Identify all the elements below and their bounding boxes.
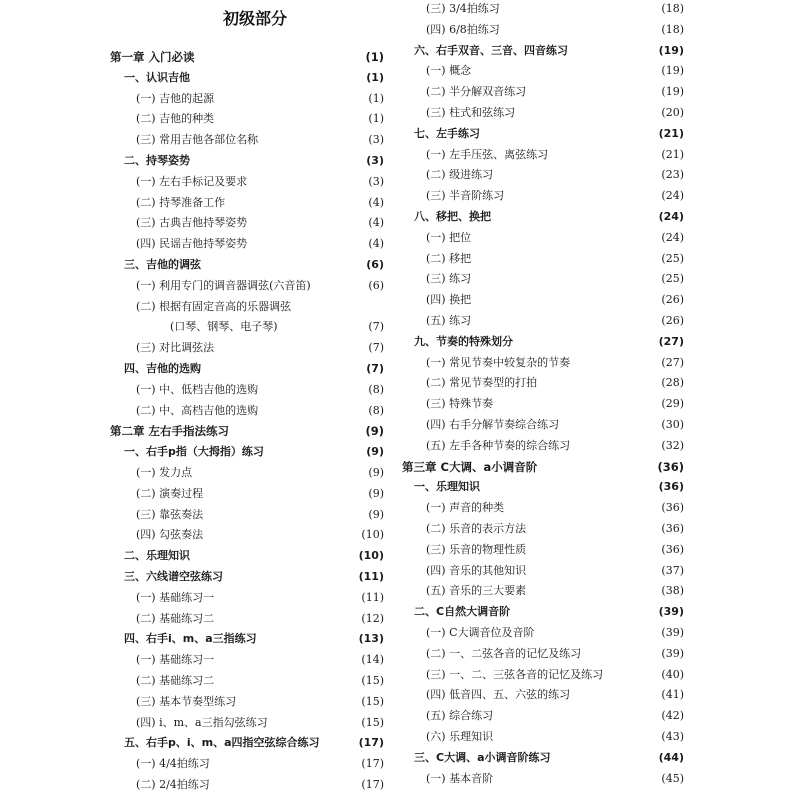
- toc-page-number: (13): [358, 632, 384, 646]
- toc-page-number: (17): [361, 778, 384, 791]
- dot-leader: [572, 686, 659, 704]
- toc-entry-title: (二) 常见节奏型的打拍: [426, 376, 538, 390]
- toc-item-row: [400, 62, 684, 80]
- toc-entry-title: (三) 特殊节奏: [426, 397, 494, 411]
- toc-item-row: [400, 0, 684, 18]
- dot-leader: [482, 125, 657, 143]
- toc-item-row: [400, 374, 684, 392]
- toc-entry-title: 四、右手i、m、a三指练习: [124, 632, 257, 646]
- toc-page-number: (9): [365, 424, 384, 439]
- toc-entry-title: (五) 综合练习: [426, 709, 494, 723]
- toc-entry-title: (一) 基本音阶: [426, 771, 494, 785]
- toc-page-number: (11): [358, 570, 384, 583]
- toc-item-row: [110, 131, 384, 149]
- toc-entry-title: 六、右手双音、三音、四音练习: [414, 43, 568, 57]
- toc-page-number: (4): [368, 237, 384, 251]
- dot-leader: [280, 318, 367, 336]
- toc-entry-title: (二) 乐音的表示方法: [426, 522, 527, 535]
- toc-page-number: (39): [661, 626, 684, 639]
- dot-leader: [473, 250, 659, 268]
- dot-leader: [473, 62, 659, 80]
- dot-leader: [506, 187, 659, 205]
- dot-leader: [216, 110, 366, 128]
- toc-chapter-row: [110, 48, 384, 66]
- toc-entry-title: (三) 一、二、三弦各音的记忆及练习: [426, 667, 604, 681]
- dot-leader: [473, 312, 659, 330]
- toc-entry-title: (三) 靠弦奏法: [136, 507, 204, 521]
- toc-entry-title: (三) 古典吉他持琴姿势: [136, 216, 248, 230]
- toc-entry-title: 三、C大调、a小调音阶练习: [414, 750, 551, 764]
- toc-entry-title: 九、节奏的特殊划分: [414, 334, 513, 348]
- toc-entry-title: 三、吉他的调弦: [124, 258, 201, 271]
- toc-item-row: [400, 270, 684, 288]
- toc-item-row: [110, 610, 384, 628]
- dot-leader: [260, 402, 366, 420]
- dot-leader: [473, 270, 659, 288]
- toc-page-number: (4): [368, 195, 384, 209]
- toc-entry-title: (一) 利用专门的调音器调弦(六音笛): [136, 278, 311, 292]
- toc-item-row: [110, 526, 384, 544]
- dot-leader: [260, 131, 366, 149]
- toc-entry-title: (一) 常见节奏中较复杂的节奏: [426, 355, 571, 369]
- toc-item-row: [400, 645, 684, 663]
- dot-leader: [528, 520, 659, 538]
- dot-leader: [313, 277, 367, 295]
- toc-page-number: (27): [661, 355, 684, 369]
- toc-section-row: [110, 630, 384, 648]
- toc-entry-title: (一) 声音的种类: [426, 501, 505, 515]
- dot-leader: [506, 499, 659, 517]
- dot-leader: [495, 770, 659, 788]
- page-title: 初级部分: [222, 9, 287, 28]
- toc-page-number: (20): [661, 106, 684, 119]
- toc-item-row: [110, 381, 384, 399]
- dot-leader: [266, 443, 364, 461]
- toc-entry-title: (三) 基本节奏型练习: [136, 694, 237, 708]
- toc-item-row: [400, 582, 684, 600]
- toc-item-row: [110, 90, 384, 108]
- toc-entry-title: (二) 基础练习二: [136, 674, 215, 687]
- toc-section-row: [110, 734, 384, 752]
- toc-entry-title: 二、持琴姿势: [124, 154, 190, 167]
- toc-section-row: [400, 478, 684, 496]
- toc-entry-title: (五) 音乐的三大要素: [426, 584, 527, 598]
- toc-section-row: [110, 360, 384, 378]
- toc-entry-title: (四) i、m、a三指勾弦练习: [136, 715, 268, 729]
- toc-entry-title: (二) 半分解双音练习: [426, 85, 527, 99]
- dot-leader: [537, 624, 660, 642]
- toc-section-row: [110, 443, 384, 461]
- toc-page-number: (15): [361, 715, 384, 729]
- toc-page-number: (8): [368, 382, 384, 396]
- toc-page-number: (9): [368, 486, 384, 500]
- dot-leader: [512, 603, 657, 621]
- toc-page-number: (32): [661, 438, 684, 452]
- toc-page-number: (9): [368, 466, 384, 479]
- dot-leader: [570, 42, 657, 60]
- toc-entry-title: (四) 换把: [426, 293, 472, 307]
- toc-item-row: [400, 437, 684, 455]
- dot-leader: [539, 458, 655, 476]
- toc-page-number: (28): [661, 376, 684, 390]
- dot-leader: [572, 354, 659, 372]
- toc-entry-title: (二) 级进练习: [426, 168, 494, 182]
- dot-leader: [212, 755, 360, 773]
- dot-leader: [212, 776, 360, 794]
- toc-item-row: [400, 291, 684, 309]
- dot-leader: [249, 173, 366, 191]
- dot-leader: [205, 485, 366, 503]
- toc-page-number: (1): [368, 112, 384, 126]
- toc-item-row: [110, 298, 384, 316]
- toc-item-row: [400, 83, 684, 101]
- toc-item-row: [400, 541, 684, 559]
- toc-item-row: [110, 506, 384, 524]
- dot-leader: [197, 48, 364, 66]
- toc-item-row: [400, 770, 684, 788]
- dot-leader: [249, 214, 366, 232]
- toc-item-row: [110, 110, 384, 128]
- toc-entry-title: 第二章 左右手指法练习: [110, 424, 230, 439]
- dot-leader: [231, 422, 363, 440]
- toc-entry-title: 一、认识吉他: [124, 70, 190, 84]
- toc-section-row: [110, 547, 384, 565]
- toc-page-number: (1): [368, 91, 384, 105]
- toc-entry-title: (一) 基础练习一: [136, 653, 215, 667]
- toc-entry-title: (六) 乐理知识: [426, 730, 494, 743]
- dot-leader: [194, 464, 366, 482]
- dot-leader: [550, 146, 659, 164]
- toc-section-row: [110, 152, 384, 170]
- toc-entry-title: (四) 低音四、五、六弦的练习: [426, 688, 571, 702]
- toc-entry-title: (三) 乐音的物理性质: [426, 542, 527, 556]
- toc-page-number: (6): [368, 278, 384, 292]
- toc-cont-row: [110, 318, 384, 336]
- toc-section-row: [110, 256, 384, 274]
- toc-page-number: (37): [661, 563, 684, 577]
- toc-item-row: [400, 499, 684, 517]
- toc-page-number: (7): [366, 362, 384, 375]
- toc-page-number: (43): [661, 730, 684, 743]
- toc-section-row: [110, 568, 384, 586]
- dot-leader: [205, 526, 359, 544]
- toc-entry-title: (四) 勾弦奏法: [136, 528, 204, 542]
- dot-leader: [495, 166, 659, 184]
- toc-page-number: (26): [661, 314, 684, 327]
- toc-page-number: (9): [366, 445, 384, 459]
- toc-entry-title: (三) 练习: [426, 272, 472, 286]
- dot-leader: [238, 693, 359, 711]
- toc-entry-title: (二) 移把: [426, 251, 472, 265]
- toc-page-number: (21): [658, 126, 684, 140]
- toc-item-row: [110, 589, 384, 607]
- toc-page-number: (7): [368, 341, 384, 355]
- toc-page-number: (24): [658, 210, 684, 223]
- toc-page-number: (18): [661, 22, 684, 36]
- toc-item-row: [400, 416, 684, 434]
- toc-page-number: (42): [661, 709, 684, 723]
- dot-leader: [260, 381, 366, 399]
- toc-page-number: (6): [366, 258, 384, 271]
- dot-leader: [473, 229, 659, 247]
- toc-entry-title: (口琴、钢琴、电子琴): [170, 320, 278, 334]
- toc-page-number: (23): [661, 168, 684, 182]
- toc-page-number: (30): [661, 418, 684, 431]
- dot-leader: [528, 541, 659, 559]
- dot-leader: [528, 83, 659, 101]
- toc-page-number: (11): [361, 590, 384, 604]
- toc-item-row: [110, 693, 384, 711]
- dot-leader: [495, 707, 659, 725]
- toc-item-row: [400, 166, 684, 184]
- dot-leader: [493, 208, 657, 226]
- toc-entry-title: 四、吉他的选购: [124, 362, 201, 375]
- toc-item-row: [400, 686, 684, 704]
- dot-leader: [482, 478, 657, 496]
- toc-page-number: (3): [368, 133, 384, 147]
- toc-page-number: (10): [361, 528, 384, 542]
- toc-page-number: (39): [661, 646, 684, 660]
- toc-page-number: (39): [658, 605, 684, 619]
- dot-leader: [225, 568, 357, 586]
- dot-leader: [216, 339, 366, 357]
- toc-item-row: [110, 776, 384, 794]
- dot-leader: [203, 360, 364, 378]
- dot-leader: [517, 104, 659, 122]
- toc-page-number: (36): [661, 522, 684, 535]
- toc-page-number: (40): [661, 667, 684, 681]
- toc-item-row: [110, 485, 384, 503]
- toc-item-row: [400, 562, 684, 580]
- toc-page-number: (26): [661, 293, 684, 307]
- toc-entry-title: (三) 半音阶练习: [426, 189, 505, 203]
- toc-entry-title: (一) 发力点: [136, 466, 193, 479]
- toc-page-number: (15): [361, 694, 384, 708]
- dot-leader: [216, 672, 359, 690]
- toc-entry-title: 二、C自然大调音阶: [414, 605, 511, 619]
- toc-item-row: [110, 194, 384, 212]
- dot-leader: [515, 333, 657, 351]
- toc-item-row: [110, 755, 384, 773]
- toc-entry-title: (二) 演奏过程: [136, 486, 204, 500]
- toc-entry-title: (四) 音乐的其他知识: [426, 563, 527, 577]
- toc-page-number: (44): [658, 750, 684, 764]
- toc-page-number: (36): [661, 542, 684, 556]
- toc-page-number: (27): [658, 334, 684, 348]
- dot-leader: [270, 714, 360, 732]
- toc-section-row: [400, 333, 684, 351]
- toc-entry-title: (二) 持琴准备工作: [136, 195, 226, 209]
- dot-leader: [249, 235, 366, 253]
- toc-item-row: [110, 173, 384, 191]
- toc-entry-title: 第三章 C大调、a小调音阶: [402, 459, 538, 474]
- toc-page-number: (14): [361, 653, 384, 667]
- dot-leader: [205, 506, 366, 524]
- toc-item-row: [400, 728, 684, 746]
- toc-entry-title: (三) 常用吉他各部位名称: [136, 133, 259, 147]
- toc-entry-title: 第一章 入门必读: [110, 50, 195, 64]
- toc-item-row: [110, 402, 384, 420]
- toc-item-row: [400, 187, 684, 205]
- toc-page-number: (19): [658, 43, 684, 57]
- toc-section-row: [400, 208, 684, 226]
- dot-leader: [322, 734, 357, 752]
- toc-item-row: [400, 21, 684, 39]
- toc-entry-title: (一) C大调音位及音阶: [426, 626, 535, 639]
- toc-page-number: (45): [661, 771, 684, 785]
- toc-page-number: (36): [658, 480, 684, 494]
- toc-chapter-row: [110, 422, 384, 440]
- dot-leader: [192, 152, 364, 170]
- toc-entry-title: (五) 练习: [426, 314, 472, 327]
- toc-entry-title: (一) 概念: [426, 64, 472, 78]
- toc-entry-title: 一、右手p指（大拇指）练习: [124, 445, 264, 459]
- toc-entry-title: (一) 把位: [426, 230, 472, 244]
- toc-section-row: [400, 125, 684, 143]
- toc-page-number: (9): [368, 507, 384, 521]
- dot-leader: [502, 21, 660, 39]
- toc-page-number: (17): [361, 757, 384, 771]
- toc-entry-title: (一) 基础练习一: [136, 590, 215, 604]
- toc-item-row: [110, 464, 384, 482]
- toc-entry-title: (一) 中、低档吉他的选购: [136, 382, 259, 396]
- toc-page-number: (1): [366, 70, 384, 84]
- dot-leader: [216, 90, 366, 108]
- toc-page-number: (21): [661, 147, 684, 161]
- dot-leader: [495, 728, 659, 746]
- toc-entry-title: (一) 吉他的起源: [136, 91, 215, 105]
- toc-entry-title: (二) 吉他的种类: [136, 112, 215, 126]
- dot-leader: [495, 395, 659, 413]
- toc-entry-title: 八、移把、换把: [414, 210, 491, 223]
- toc-entry-title: (五) 左手各种节奏的综合练习: [426, 438, 571, 452]
- toc-section-row: [400, 603, 684, 621]
- toc-item-row: [110, 714, 384, 732]
- toc-item-row: [400, 624, 684, 642]
- toc-entry-title: (一) 左右手标记及要求: [136, 174, 248, 188]
- toc-page-number: (4): [368, 216, 384, 230]
- toc-item-row: [400, 520, 684, 538]
- toc-page-number: (17): [358, 736, 384, 750]
- toc-page-number: (24): [661, 230, 684, 244]
- dot-leader: [528, 582, 659, 600]
- dot-leader: [528, 562, 659, 580]
- toc-item-row: [400, 250, 684, 268]
- toc-page-number: (10): [358, 549, 384, 563]
- toc-item-row: [400, 707, 684, 725]
- toc-section-row: [110, 69, 384, 87]
- toc-item-row: [400, 104, 684, 122]
- toc-item-row: [110, 235, 384, 253]
- toc-page-number: (8): [368, 403, 384, 417]
- toc-item-row: [110, 651, 384, 669]
- toc-item-row: [110, 214, 384, 232]
- dot-leader: [227, 194, 366, 212]
- dot-leader: [553, 749, 657, 767]
- dot-leader: [216, 651, 359, 669]
- toc-entry-title: (一) 4/4拍练习: [136, 757, 210, 771]
- toc-entry-title: 三、六线谱空弦练习: [124, 570, 223, 583]
- toc-page-number: (19): [661, 85, 684, 99]
- toc-entry-title: (二) 中、高档吉他的选购: [136, 403, 259, 417]
- toc-section-row: [400, 42, 684, 60]
- toc-entry-title: (四) 6/8拍练习: [426, 22, 500, 36]
- toc-entry-title: (四) 民谣吉他持琴姿势: [136, 237, 248, 251]
- toc-entry-title: (四) 右手分解节奏综合练习: [426, 418, 560, 431]
- toc-entry-title: (三) 柱式和弦练习: [426, 106, 516, 119]
- toc-item-row: [110, 277, 384, 295]
- toc-entry-title: 七、左手练习: [414, 126, 480, 140]
- toc-entry-title: (二) 基础练习二: [136, 611, 215, 625]
- dot-leader: [192, 547, 357, 565]
- toc-item-row: [400, 666, 684, 684]
- toc-page-number: (3): [366, 154, 384, 167]
- dot-leader: [259, 630, 357, 648]
- toc-item-row: [400, 229, 684, 247]
- toc-entry-title: (三) 对比调弦法: [136, 341, 215, 355]
- dot-leader: [473, 291, 659, 309]
- toc-page-number: (36): [657, 459, 684, 474]
- toc-item-row: [110, 339, 384, 357]
- toc-entry-title: (二) 一、二弦各音的记忆及练习: [426, 646, 582, 660]
- dot-leader: [192, 69, 364, 87]
- dot-leader: [605, 666, 659, 684]
- toc-page-number: (12): [361, 611, 384, 625]
- dot-leader: [561, 416, 659, 434]
- toc-item-row: [400, 146, 684, 164]
- toc-page-number: (18): [661, 2, 684, 15]
- toc-section-row: [400, 749, 684, 767]
- dot-leader: [502, 0, 660, 18]
- toc-entry-title: (三) 3/4拍练习: [426, 2, 500, 15]
- toc-chapter-row: [400, 458, 684, 476]
- dot-leader: [216, 589, 359, 607]
- toc-page-number: (7): [368, 320, 384, 334]
- toc-page-number: (19): [661, 64, 684, 78]
- toc-page-number: (1): [365, 50, 384, 64]
- toc-item-row: [110, 672, 384, 690]
- toc-entry-title: 二、乐理知识: [124, 549, 190, 563]
- dot-leader: [572, 437, 659, 455]
- dot-leader: [216, 610, 359, 628]
- dot-leader: [539, 374, 659, 392]
- toc-item-row: [400, 312, 684, 330]
- toc-page-number: (3): [368, 174, 384, 188]
- toc-page-number: (24): [661, 189, 684, 203]
- toc-entry-title: (一) 左手压弦、离弦练习: [426, 147, 549, 161]
- toc-entry-title: (二) 2/4拍练习: [136, 778, 210, 791]
- dot-leader: [583, 645, 659, 663]
- toc-page-number: (25): [661, 272, 684, 286]
- toc-entry-title: (二) 根据有固定音高的乐器调弦: [136, 299, 292, 313]
- toc-page-number: (41): [661, 688, 684, 702]
- toc-page-number: (29): [661, 397, 684, 411]
- dot-leader: [203, 256, 364, 274]
- toc-page-number: (15): [361, 674, 384, 687]
- toc-page-number: (25): [661, 251, 684, 265]
- toc-page-number: (36): [661, 501, 684, 515]
- toc-entry-title: 五、右手p、i、m、a四指空弦综合练习: [124, 736, 320, 750]
- toc-item-row: [400, 395, 684, 413]
- toc-item-row: [400, 354, 684, 372]
- toc-page-number: (38): [661, 584, 684, 598]
- toc-entry-title: 一、乐理知识: [414, 480, 480, 494]
